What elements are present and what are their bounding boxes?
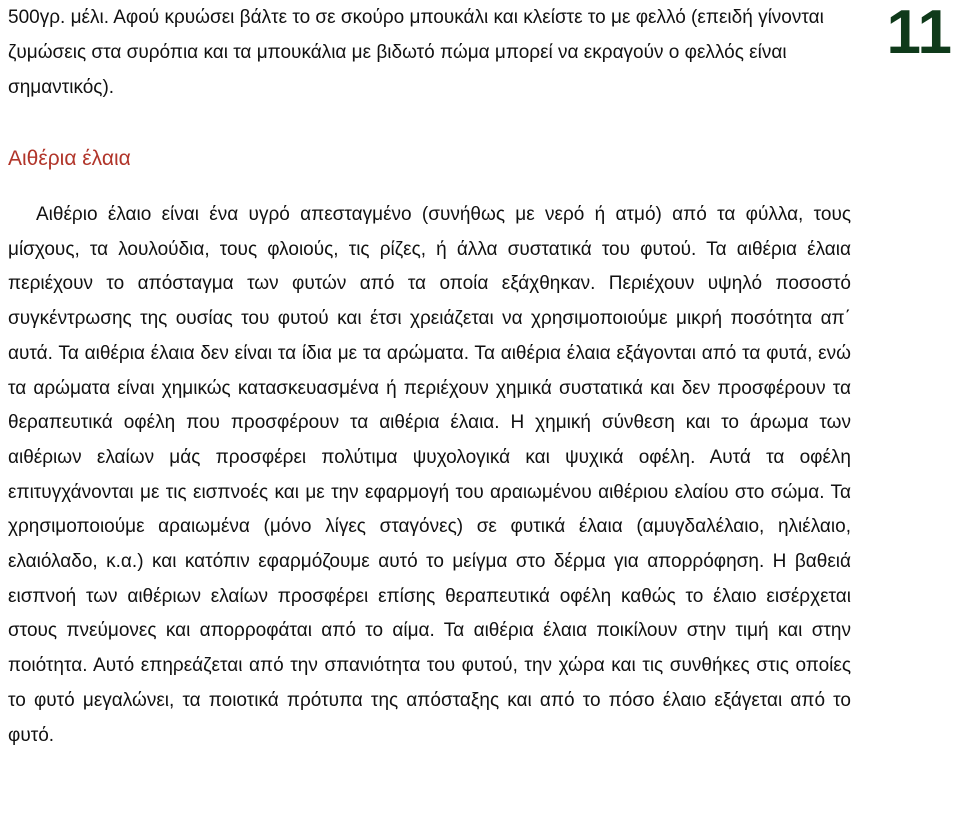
- intro-paragraph: 500γρ. μέλι. Αφού κρυώσει βάλτε το σε σκούρο μπουκάλι και κλείστε το με φελλό (επειδή γίνονται ζυμώσεις στα συρόπια και τα μπουκάλια με βιδωτό πώμα μπορεί να εκραγούν ο φελλός είναι σημαντικός).: [8, 7, 824, 98]
- section-heading: Αιθέρια έλαια: [8, 147, 131, 170]
- page-number: 11: [886, 0, 952, 67]
- body-paragraph: Αιθέριο έλαιο είναι ένα υγρό απεσταγμένο (συνήθως με νερό ή ατμό) από τα φύλλα, τους μίσχους, τα λουλούδια, τους φλοιούς, τις ρίζες, ή άλλα συστατικά του φυτού. Τα αιθέρια έλαια περιέχουν το απόσταγμα των φυτών από τα οποία εξάχθηκαν. Περιέχουν υψηλό ποσοστό συγκέντρωσης της ουσίας του φυτού και έτσι χρειάζεται να χρησιμοποιούμε μικρή ποσότητα απ΄ αυτά. Τα αιθέρια έλαια δεν είναι τα ίδια με τα αρώματα. Τα αιθέρια έλαια εξάγονται από τα φυτά, ενώ τα αρώματα είναι χημικώς κατασκευασμένα ή περιέχουν χημικά συστατικά και δεν προσφέρουν τα θεραπευτικά οφέλη που προσφέρουν τα αιθέρια έλαια. Η χημική σύνθεση και το άρωμα των αιθέριων ελαίων μάς προσφέρει πολύτιμα ψυχολογικά και ψυχικά οφέλη. Αυτά τα οφέλη επιτυγχάνονται με τις εισπνοές και με την εφαρμογή του αραιωμένου αιθέριου ελαίου στο σώμα. Τα χρησιμοποιούμε αραιωμένα (μόνο λίγες σταγόνες) σε φυτικά έλαια (αμυγδαλέλαιο, ηλιέλαιο, ελαιόλαδο, κ.α.) και κατόπιν εφαρμόζουμε αυτό το μείγμα στο δέρμα για απορρόφηση. Η βαθειά εισπνοή των αιθέριων ελαίων προσφέρει επίσης θεραπευτικά οφέλη καθώς το έλαιο εισέρχεται στους πνεύμονες και απορροφάται από το αίμα. Τα αιθέρια έλαια ποικίλουν στην τιμή και στην ποιότητα. Αυτό επηρεάζεται από την σπανιότητα του φυτού, την χώρα και τις συνθήκες στις οποίες το φυτό μεγαλώνει, τα ποιοτικά πρότυπα της απόσταξης και από το πόσο έλαιο εξάγεται από το φυτό.: [8, 204, 851, 746]
